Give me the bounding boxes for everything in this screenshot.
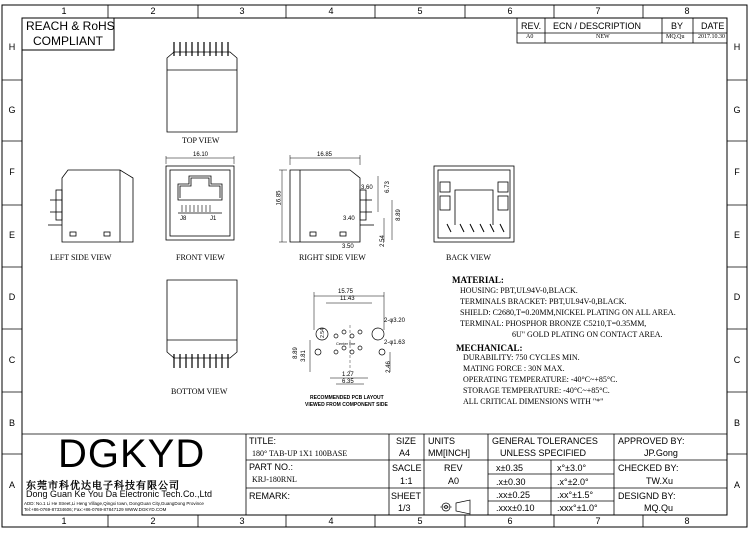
by-header: BY	[671, 21, 684, 31]
designed-label: DESIGND BY:	[618, 491, 676, 501]
tolerance-angular: .xx°±1.5°	[557, 490, 594, 500]
jack-pin-label: J8	[180, 216, 187, 222]
column-label: 8	[684, 6, 690, 16]
material-line: 6U" GOLD PLATING ON CONTACT AREA.	[512, 330, 663, 339]
row-label: A	[733, 480, 740, 490]
row-label: D	[8, 292, 16, 302]
dimension-label: 8.89	[395, 209, 402, 221]
pcb-layout-sublabel: VIEWED FROM COMPONENT SIDE	[305, 402, 388, 408]
company-english-name: Dong Guan Ke You Da Electronic Tech.Co.,Ltd	[26, 489, 212, 499]
row-label: G	[8, 105, 16, 115]
dimension-label: 1.27	[342, 372, 354, 378]
scale-label: SACLE	[392, 463, 422, 473]
compliance-line-2: COMPLIANT	[33, 34, 104, 48]
tolerance-subheading: UNLESS SPECIFIED	[500, 448, 587, 458]
column-label: 6	[507, 516, 513, 526]
column-label: 4	[328, 516, 334, 526]
date-value: 2017.10.30	[698, 34, 725, 40]
dimension-label: 3.40	[343, 216, 355, 222]
company-chinese-name: 东莞市科优达电子科技有限公司	[26, 481, 180, 492]
size-label: SIZE	[396, 436, 417, 446]
tolerance-angular: x°±3.0°	[557, 463, 587, 473]
scale-value: 1:1	[400, 476, 413, 486]
units-label: UNITS	[428, 436, 455, 446]
row-label: B	[733, 418, 740, 428]
material-line: TERMINALS BRACKET: PBT,UL94V-0,BLACK.	[460, 297, 627, 306]
part-value: KRJ-180RNL	[252, 475, 297, 484]
remark-label: REMARK:	[249, 491, 291, 501]
row-label: E	[733, 230, 740, 240]
top-view-label: TOP VIEW	[182, 136, 220, 145]
front-view-label: FRONT VIEW	[176, 253, 225, 262]
tolerance-angular: .xxx°±1.0°	[557, 503, 598, 513]
date-header: DATE	[701, 21, 725, 31]
approved-label: APPROVED BY:	[618, 436, 685, 446]
part-label: PART NO.:	[249, 462, 294, 472]
dimension-label: 2.46	[385, 361, 392, 373]
column-label: 3	[239, 6, 245, 16]
row-label: E	[8, 230, 15, 240]
title-label: TITLE:	[249, 436, 277, 446]
approved-value: JP.Gong	[644, 448, 678, 458]
dimension-label: 3.81	[300, 350, 307, 362]
tolerance-linear: .xx±0.25	[496, 490, 530, 500]
sheet-label: SHEET	[391, 491, 422, 501]
ecn-header: ECN / DESCRIPTION	[553, 21, 642, 31]
right-side-view-drawing	[276, 155, 392, 242]
dimension-label: 15.75	[338, 289, 354, 295]
rev-value: A0	[526, 34, 534, 40]
dimension-label: 11.43	[340, 296, 355, 302]
row-label: F	[734, 167, 740, 177]
dimension-label: 3.50	[342, 244, 354, 250]
dimension-label: 2-φ1.63	[384, 340, 405, 346]
tolerance-linear: x±0.35	[496, 463, 523, 473]
column-label: 1	[61, 6, 67, 16]
row-label: D	[733, 292, 741, 302]
dimension-label: 8.89	[292, 347, 299, 359]
rev-label: REV	[444, 463, 463, 473]
material-line: SHIELD: C2680,T=0.20MM,NICKEL PLATING ON ALL AREA.	[460, 308, 676, 317]
column-label: 7	[595, 516, 601, 526]
material-heading: MATERIAL:	[452, 275, 504, 285]
tolerance-linear: .xxx±0.10	[496, 503, 535, 513]
dimension-label: 3.60	[361, 185, 373, 191]
dimension-label: 2-φ3.20	[384, 318, 405, 324]
rev-header: REV.	[521, 21, 542, 31]
column-label: 4	[328, 6, 334, 16]
compliance-line-1: REACH & RoHS	[26, 19, 115, 33]
dimension-label: 16.10	[193, 152, 209, 158]
row-label: H	[733, 42, 741, 52]
checked-label: CHECKED BY:	[618, 463, 679, 473]
column-label: 1	[61, 516, 67, 526]
back-view-drawing	[434, 166, 514, 242]
tolerance-angular: .x°±2.0°	[557, 477, 589, 487]
mechanical-line: ALL CRITICAL DIMENSIONS WITH "*"	[463, 397, 604, 406]
rev-block-value: A0	[448, 476, 460, 486]
top-view-drawing	[167, 42, 237, 132]
bottom-view-drawing	[167, 280, 237, 368]
material-line: TERMINAL: PHOSPHOR BRONZE C5210,T=0.35MM,	[460, 319, 647, 328]
column-label: 7	[595, 6, 601, 16]
dimension-label: 6.73	[384, 181, 391, 193]
row-label: C	[733, 355, 741, 365]
material-line: HOUSING: PBT,UL94V-0,BLACK.	[460, 286, 578, 295]
checked-value: TW.Xu	[646, 476, 674, 486]
row-label: A	[8, 480, 15, 490]
sheet-value: 1/3	[398, 503, 411, 513]
projection-symbol	[440, 500, 470, 514]
mechanical-line: DURABILITY: 750 CYCLES MIN.	[463, 353, 580, 362]
pcb-layout-label: RECOMMENDED PCB LAYOUT	[310, 395, 384, 401]
left-side-view-drawing	[48, 170, 133, 242]
dimension-label: 2.54	[319, 328, 326, 338]
mechanical-line: STORAGE TEMPERATURE: -40°C~+85°C.	[463, 386, 610, 395]
company-logo: DGKYD	[58, 432, 206, 476]
dimension-label: 2.54	[379, 235, 386, 247]
bottom-view-label: BOTTOM VIEW	[171, 387, 228, 396]
tolerance-heading: GENERAL TOLERANCES	[492, 436, 598, 446]
column-label: 2	[150, 6, 156, 16]
company-contact: Tel:+86-0769-87334606; Fax:+86-0769-87847129 WWW.DGKYD.COM	[24, 507, 167, 512]
center-line-label: Center line	[336, 341, 356, 346]
designed-value: MQ.Qu	[644, 503, 674, 513]
column-label: 5	[417, 6, 423, 16]
column-label: 5	[417, 516, 423, 526]
pcb-layout-drawing	[310, 292, 390, 384]
right-side-view-label: RIGHT SIDE VIEW	[299, 253, 366, 262]
by-value: MQ.Qu	[666, 34, 685, 40]
tolerance-linear: .x±0.30	[496, 477, 526, 487]
dimension-label: 16.85	[317, 152, 333, 158]
mechanical-line: OPERATING TEMPERATURE: -40°C~+85°C.	[463, 375, 618, 384]
ecn-value: NEW	[596, 34, 610, 40]
row-label: H	[8, 42, 16, 52]
back-view-label: BACK VIEW	[446, 253, 491, 262]
front-view-drawing	[166, 156, 234, 240]
mechanical-line: MATING FORCE : 30N MAX.	[463, 364, 565, 373]
dimension-label: 6.35	[342, 379, 354, 385]
column-label: 8	[684, 516, 690, 526]
row-label: G	[733, 105, 741, 115]
row-label: B	[8, 418, 15, 428]
dimension-label: 16.85	[276, 190, 283, 206]
jack-pin-label: J1	[210, 216, 217, 222]
row-label: C	[8, 355, 16, 365]
company-address: ADD: No.1 Li He Street,Li Heng Village,Qingxi town, DongGuan City,GuangDong Province	[24, 501, 204, 506]
column-label: 2	[150, 516, 156, 526]
units-value: MM[INCH]	[428, 448, 470, 458]
row-label: F	[9, 167, 15, 177]
left-side-view-label: LEFT SIDE VIEW	[50, 253, 112, 262]
column-label: 6	[507, 6, 513, 16]
column-label: 3	[239, 516, 245, 526]
title-value: 180° TAB-UP 1X1 100BASE	[252, 449, 348, 458]
mechanical-heading: MECHANICAL:	[456, 343, 523, 353]
size-value: A4	[399, 448, 411, 458]
